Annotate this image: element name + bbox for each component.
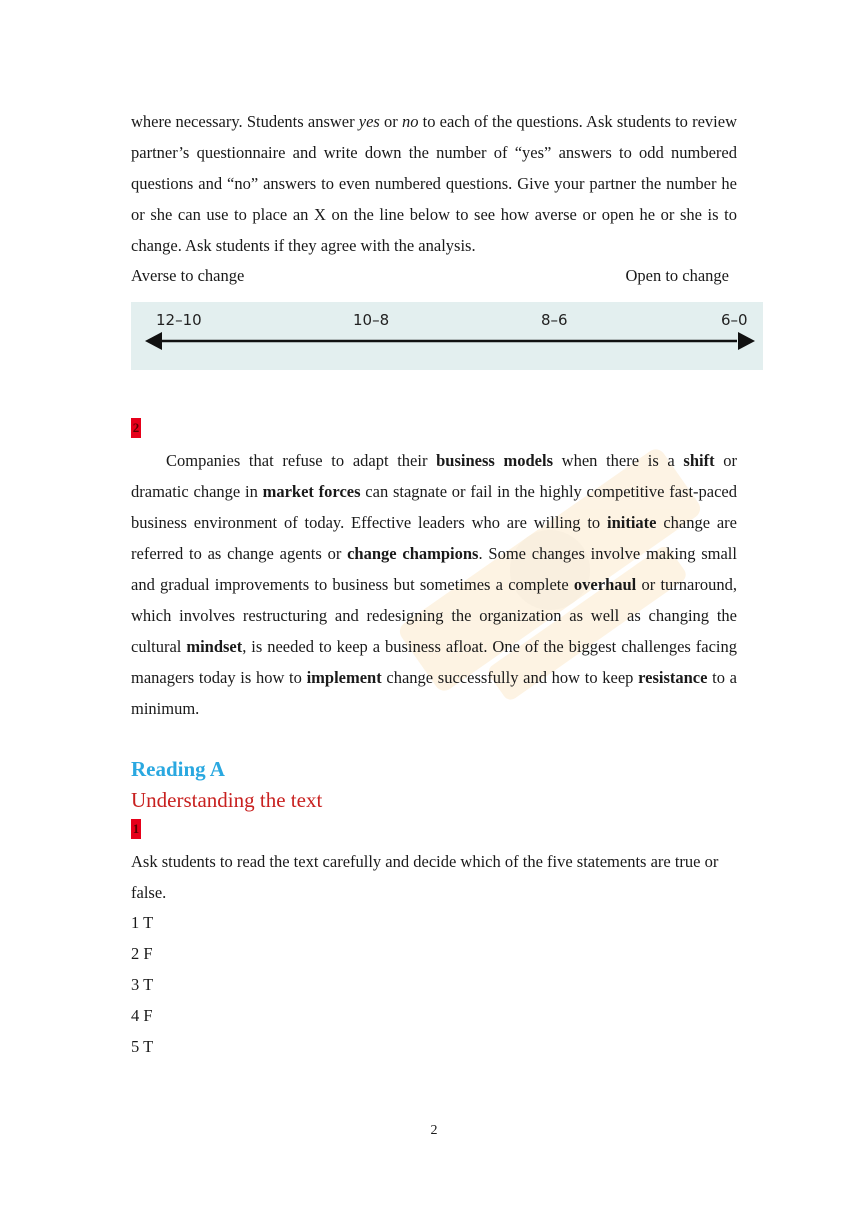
term-resistance: resistance <box>638 668 708 687</box>
term-change-champions: change champions <box>347 544 479 563</box>
term-implement: implement <box>306 668 382 687</box>
tick-label-2: 10–8 <box>353 311 390 329</box>
averse-label: Averse to change <box>131 266 245 285</box>
s2-text-5: change are referred to as change agents or <box>131 513 738 563</box>
change-scale <box>131 302 763 370</box>
answer-item: 4 F <box>131 1006 153 1025</box>
section-marker-1: 1 <box>131 819 141 839</box>
answer-list <box>131 907 153 1062</box>
term-mindset: mindset <box>186 637 243 656</box>
s2-text-2: when there is a <box>553 451 684 470</box>
right-arrowhead-icon <box>738 332 755 350</box>
page-number: 2 <box>430 1123 438 1138</box>
scale-labels <box>131 262 729 290</box>
reading-a-heading: Reading A <box>131 757 225 781</box>
s2-text-6: . Some changes involve making small and gradual improvements to business but sometimes a complete <box>131 544 737 594</box>
answer-item: 1 T <box>131 913 154 932</box>
tick-label-3: 8–6 <box>541 311 568 329</box>
term-overhaul: overhaul <box>573 575 637 594</box>
intro-paragraph <box>131 106 737 261</box>
term-shift: shift <box>683 451 715 470</box>
tick-label-4: 6–0 <box>721 311 748 329</box>
term-market-forces: market forces <box>262 482 361 501</box>
s2-text-4: can stagnate or fail in the highly competitive fast-paced business environment of today. Effective leaders who are willing to <box>131 482 738 532</box>
intro-text-start: where necessary. Students answer <box>131 112 359 131</box>
answer-item: 3 T <box>131 975 154 994</box>
s2-text-7: or turnaround, which involves restructuring and redesigning the organization as well as changing the cultural <box>131 575 737 656</box>
s2-text-8: , is needed to keep a business afloat. One of the biggest challenges facing managers today is how to <box>131 637 737 687</box>
s2-text-3: or dramatic change in <box>131 451 737 501</box>
section-marker-2: 2 <box>131 418 141 438</box>
answer-item: 2 F <box>131 944 153 963</box>
reading-instruction: Ask students to read the text carefully and decide which of the five statements are true or false. <box>131 852 719 902</box>
scale-arrow-graphic <box>131 302 763 370</box>
s2-text-9: change successfully and how to keep <box>381 668 639 687</box>
left-arrowhead-icon <box>145 332 162 350</box>
intro-or-word: or <box>379 112 402 131</box>
tick-label-1: 12–10 <box>156 311 202 329</box>
understanding-text-subheading: Understanding the text <box>131 788 323 812</box>
intro-no-word: no <box>401 112 419 131</box>
open-label: Open to change <box>625 266 729 285</box>
s2-text-1: Companies that refuse to adapt their <box>166 451 437 470</box>
s2-text-10: to a minimum. <box>131 668 737 718</box>
answer-item: 5 T <box>131 1037 154 1056</box>
intro-text-rest: to each of the questions. Ask students to review partner’s questionnaire and write down the number of “yes” answers to odd numbered questions and “no” answers to even numbered questions. Give your partner the number he or she can use to place an X on the line below to see how averse or open he or she is to change. Ask students if they agree with the analysis. <box>131 112 737 255</box>
term-initiate: initiate <box>607 513 657 532</box>
term-business-models: business models <box>436 451 553 470</box>
section2-paragraph <box>131 445 737 724</box>
intro-yes-word: yes <box>358 112 380 131</box>
